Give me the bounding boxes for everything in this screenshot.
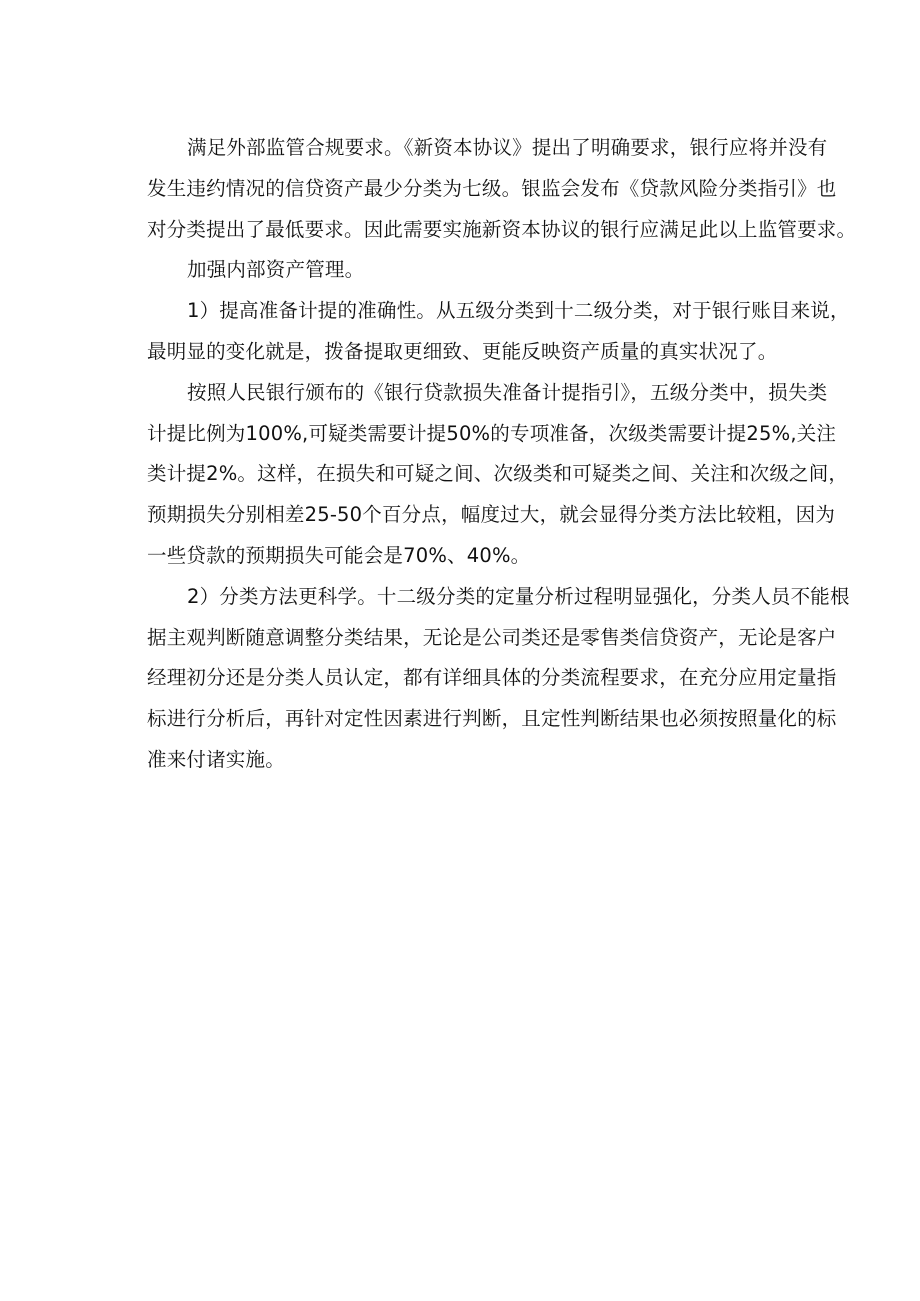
paragraph-line: 预期损失分别相差25-50个百分点，幅度过大，就会显得分类方法比较粗，因为 — [147, 503, 836, 527]
paragraph-line: 计提比例为100%,可疑类需要计提50%的专项准备，次级类需要计提25%,关注 — [147, 421, 837, 445]
paragraph-line: 标进行分析后，再针对定性因素进行判断，且定性判断结果也必须按照量化的标 — [147, 707, 837, 731]
paragraph-line: 最明显的变化就是，拨备提取更细致、更能反映资产质量的真实状况了。 — [147, 339, 778, 363]
paragraph-line: 加强内部资产管理。 — [187, 258, 365, 282]
paragraph-line: 按照人民银行颁布的《银行贷款损失准备计提指引》，五级分类中，损失类 — [187, 380, 828, 404]
paragraph-line: 满足外部监管合规要求。《新资本协议》提出了明确要求，银行应将并没有 — [187, 136, 828, 159]
paragraph-internal-asset-management — [107, 250, 819, 291]
paragraph-line: 1）提高准备计提的准确性。从五级分类到十二级分类，对于银行账目来说， — [187, 299, 850, 323]
paragraph-line: 类计提2%。这样，在损失和可疑之间、次级类和可疑类之间、关注和次级之间， — [147, 462, 849, 486]
paragraph-line: 经理初分还是分类人员认定，都有详细具体的分类流程要求，在充分应用定量指 — [147, 666, 837, 690]
paragraph-line: 据主观判断随意调整分类结果，无论是公司类还是零售类信贷资产，无论是客户 — [147, 625, 837, 649]
paragraph-line: 准来付诸实施。 — [147, 747, 285, 771]
paragraph-line: 2）分类方法更科学。十二级分类的定量分析过程明显强化，分类人员不能根 — [187, 584, 850, 608]
paragraph-regulatory-compliance — [107, 128, 857, 250]
document-body — [107, 128, 857, 781]
paragraph-provision-accuracy — [107, 291, 850, 373]
paragraph-provision-guidelines — [107, 373, 849, 577]
paragraph-classification-method — [107, 577, 850, 781]
paragraph-line: 对分类提出了最低要求。因此需要实施新资本协议的银行应满足此以上监管要求。 — [147, 217, 857, 241]
paragraph-line: 发生违约情况的信贷资产最少分类为七级。银监会发布《贷款风险分类指引》也 — [147, 176, 837, 200]
paragraph-line: 一些贷款的预期损失可能会是70%、40%。 — [147, 543, 531, 567]
